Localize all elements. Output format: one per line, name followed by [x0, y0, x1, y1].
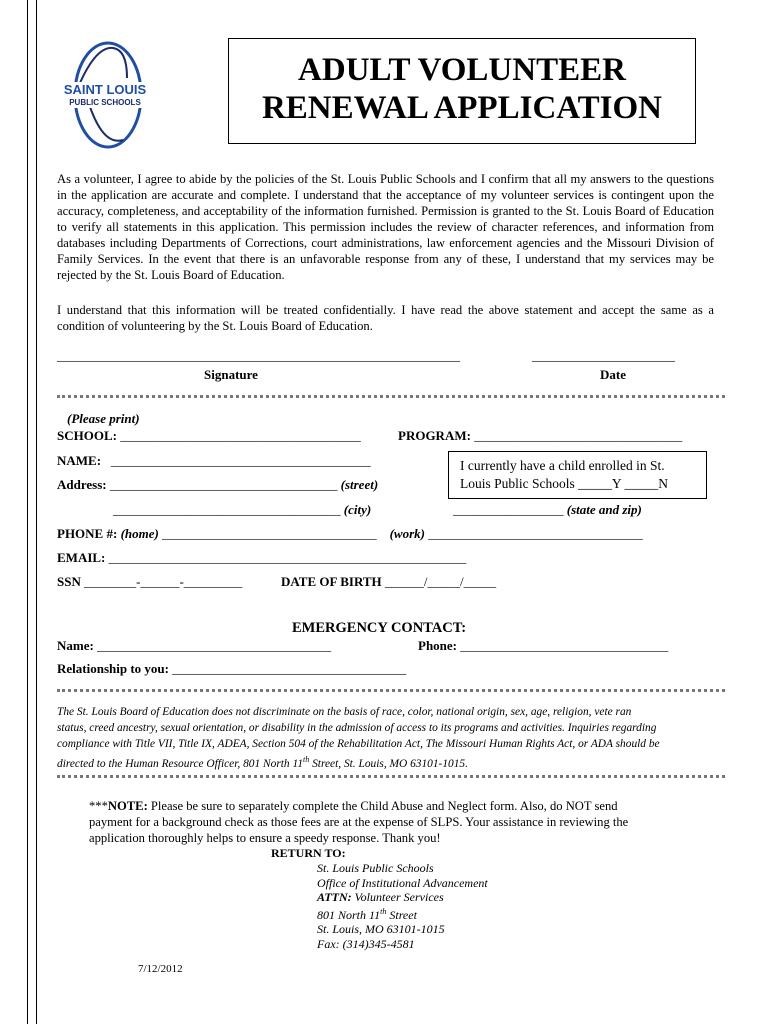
return-line4b: Street: [386, 907, 417, 922]
return-line4a: 801 North 11: [317, 907, 381, 922]
note-line1-text: Please be sure to separately complete the Child Abuse and Neglect form. Also, do NOT send: [147, 799, 618, 813]
address-field[interactable]: [57, 477, 378, 493]
return-attn-bold: ATTN:: [317, 890, 352, 905]
school-line[interactable]: _____________________________________: [120, 428, 361, 443]
home-phone-line[interactable]: _________________________________: [162, 526, 377, 541]
slps-logo: [55, 38, 155, 150]
ssn-label: SSN: [57, 574, 81, 589]
child-box-line2[interactable]: Louis Public Schools _____Y _____N: [460, 476, 669, 491]
return-address: [317, 861, 488, 952]
return-line1: St. Louis Public Schools: [317, 861, 434, 875]
address-label: Address:: [57, 477, 107, 492]
child-enrolled-box: [448, 451, 707, 499]
signature-line[interactable]: ______________________________________________________________: [57, 348, 460, 363]
return-attn-line: [317, 890, 488, 905]
city-field[interactable]: [113, 502, 371, 518]
name-line[interactable]: ________________________________________: [110, 453, 371, 468]
emergency-contact-heading: EMERGENCY CONTACT:: [292, 620, 467, 636]
child-box-line1: I currently have a child enrolled in St.: [460, 458, 665, 473]
email-field[interactable]: [57, 550, 466, 566]
left-border-line-2: [36, 0, 37, 1024]
note-block: [89, 798, 628, 846]
email-line[interactable]: _______________________________________________________: [108, 550, 467, 565]
title-line1: ADULT VOLUNTEER: [298, 52, 626, 88]
emergency-name-line[interactable]: ____________________________________: [97, 638, 332, 653]
emergency-phone-label: Phone:: [418, 638, 457, 653]
name-field[interactable]: [57, 453, 371, 469]
work-phone-line[interactable]: _________________________________: [428, 526, 643, 541]
return-line2: Office of Institutional Advancement: [317, 875, 488, 890]
name-label: NAME:: [57, 453, 102, 468]
home-label: (home): [120, 526, 159, 541]
logo-text-line2: PUBLIC SCHOOLS: [69, 98, 141, 107]
return-attn-rest: Volunteer Services: [351, 890, 444, 905]
title-box: [228, 38, 696, 144]
school-label: SCHOOL:: [57, 428, 117, 443]
emergency-phone-line[interactable]: ________________________________: [460, 638, 669, 653]
footer-date: 7/12/2012: [138, 963, 183, 975]
phone-field[interactable]: [57, 526, 643, 542]
state-line[interactable]: _________________: [453, 502, 564, 517]
title-line2: RENEWAL APPLICATION: [261, 90, 663, 126]
dob-field[interactable]: [281, 574, 496, 590]
left-border-line-1: [27, 0, 28, 1024]
street-label: (street): [340, 477, 379, 492]
work-label: (work): [389, 526, 425, 541]
return-line4sup: th: [380, 906, 387, 916]
return-line5: St. Louis, MO 63101-1015: [317, 922, 445, 937]
state-field[interactable]: [453, 502, 642, 518]
nondiscrimination-line2: status, creed ancestry, sexual orientation, or disability in the admission of access to its programs and activities. Inquiries regarding: [57, 722, 657, 734]
email-label: EMAIL:: [57, 550, 106, 565]
nondiscrimination-line3: compliance with Title VII, Title IX, ADEA, Section 504 of the Rehabilitation Act, The Missouri Human Rights Act, or ADA should be: [57, 738, 660, 750]
note-line1: [89, 798, 628, 814]
city-line[interactable]: ___________________________________: [113, 502, 341, 517]
nondiscrimination-line4sup: th: [303, 755, 310, 764]
nondiscrimination-line4b: Street, St. Louis, MO 63101-1015.: [309, 757, 468, 770]
dob-line[interactable]: ______/_____/_____: [384, 574, 497, 589]
dob-label: DATE OF BIRTH: [281, 574, 382, 589]
dotted-divider: [57, 775, 725, 778]
intro-paragraph: As a volunteer, I agree to abide by the policies of the St. Louis Public Schools and I confirm that all my answers to the questions in the application are accurate and complete. I understand that the acceptance of my volunteer services is contingent upon the accuracy, completeness, and acceptability of the information furnished. Permission is granted to the St. Louis Board of Education to verify all statements in this application. This permission includes the review of character references, and information from databases including Departments of Corrections, court administrations, law enforcement agencies and the Missouri Division of Family Services. In the event that there is an unfavorable response from any of these, I understand that my services may be rejected by the St. Louis Board of Education.: [57, 172, 714, 282]
emergency-name-field[interactable]: [57, 638, 331, 654]
nondiscrimination-statement: [57, 704, 737, 772]
emergency-phone-field[interactable]: [418, 638, 668, 654]
note-line3: application thoroughly helps to ensure a speedy response. Thank you!: [89, 831, 441, 845]
note-bold: NOTE:: [107, 799, 148, 813]
state-label: (state and zip): [566, 502, 642, 517]
return-line4: [317, 905, 488, 923]
date-label: Date: [600, 367, 626, 382]
return-line6: Fax: (314)345-4581: [317, 936, 415, 951]
confidential-paragraph: I understand that this information will be treated confidentially. I have read the above statement and accept the same as a condition of volunteering by the St. Louis Board of Education.: [57, 303, 714, 333]
city-label: (city): [343, 502, 372, 517]
relationship-label: Relationship to you:: [57, 661, 169, 676]
school-field[interactable]: [57, 428, 361, 444]
nondiscrimination-line1: The St. Louis Board of Education does not discriminate on the basis of race, color, national origin, sex, age, religion, vete ran: [57, 706, 632, 718]
nondiscrimination-line4: [57, 752, 737, 772]
note-line2: payment for a background check as those fees are at the expense of SLPS. Your assistance in reviewing the: [89, 815, 629, 829]
ssn-field[interactable]: [57, 574, 242, 590]
logo-text-line1: SAINT LOUIS: [63, 82, 147, 97]
program-field[interactable]: [398, 428, 682, 444]
relationship-field[interactable]: [57, 661, 406, 677]
dotted-divider: [57, 689, 725, 692]
emergency-name-label: Name:: [57, 638, 94, 653]
relationship-line[interactable]: ____________________________________: [172, 661, 407, 676]
nondiscrimination-line4a: directed to the Human Resource Officer, 801 North 11: [57, 757, 304, 770]
program-label: PROGRAM:: [398, 428, 471, 443]
please-print-note: (Please print): [67, 411, 140, 426]
date-line[interactable]: ______________________: [532, 348, 675, 363]
note-prefix: ***: [89, 799, 108, 813]
program-line[interactable]: ________________________________: [474, 428, 683, 443]
ssn-line[interactable]: ________-______-_________: [84, 574, 243, 589]
phone-label: PHONE #:: [57, 526, 118, 541]
return-to-label: RETURN TO:: [271, 846, 346, 860]
address-line[interactable]: ___________________________________: [109, 477, 338, 492]
dotted-divider: [57, 395, 725, 398]
signature-label: Signature: [204, 367, 258, 382]
